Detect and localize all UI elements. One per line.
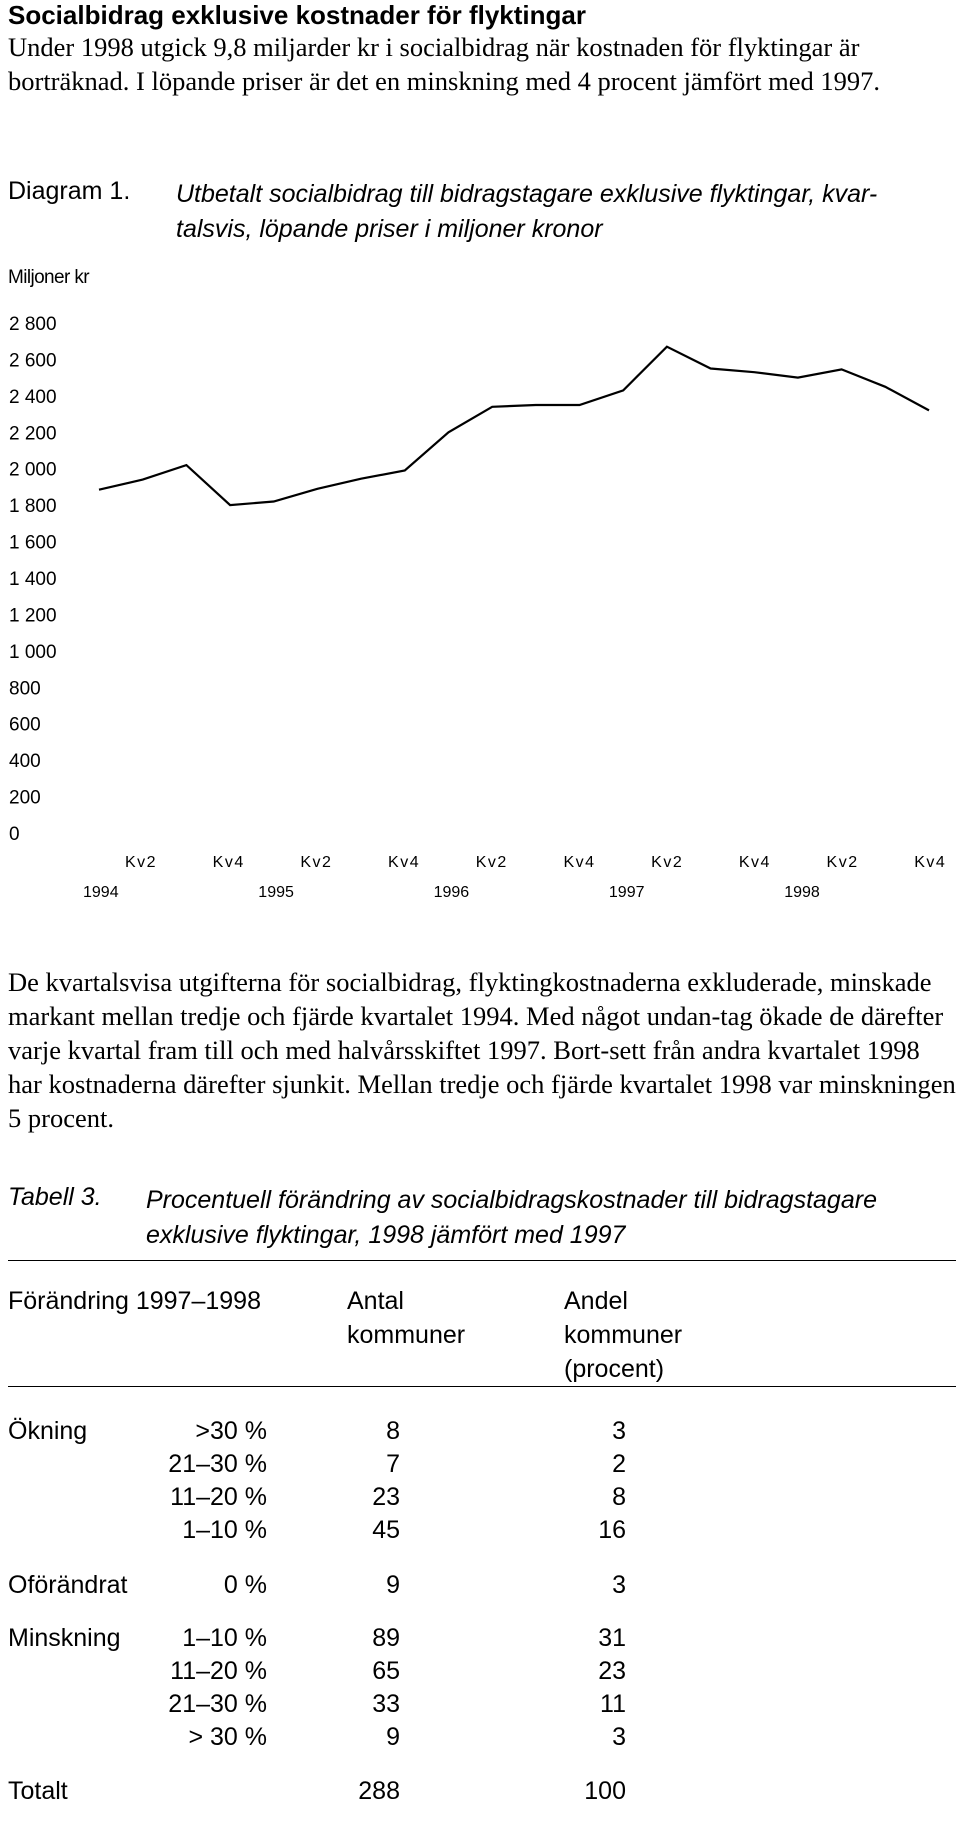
x-quarter-label: Kv4	[212, 854, 245, 871]
y-tick-label: 1 000	[9, 641, 57, 663]
row-antal: 65	[372, 1657, 400, 1685]
x-year-labels	[83, 884, 820, 901]
y-tick-label: 1 200	[9, 605, 57, 627]
x-quarter-label: Kv4	[738, 854, 771, 871]
y-tick-label: 1 600	[9, 532, 57, 554]
x-quarter-label: Kv2	[124, 854, 158, 871]
x-year-label: 1996	[433, 884, 470, 901]
row-range: >30 %	[195, 1417, 267, 1445]
x-year-label: 1997	[608, 884, 645, 901]
row-range: 21–30 %	[168, 1690, 267, 1718]
row-antal: 9	[386, 1723, 400, 1751]
y-tick-labels	[9, 314, 57, 845]
row-andel: 16	[598, 1516, 626, 1544]
header-antal-line1: Antal	[347, 1287, 404, 1315]
row-andel: 23	[598, 1657, 626, 1685]
row-group-label: Minskning	[8, 1624, 121, 1652]
diagram-label: Diagram 1.	[8, 177, 131, 205]
table-header-antal	[347, 1284, 465, 1352]
row-range: 1–10 %	[182, 1624, 267, 1652]
y-tick-label: 2 600	[9, 350, 57, 372]
row-andel: 3	[612, 1571, 626, 1599]
row-antal: 7	[386, 1450, 400, 1478]
x-quarter-label: Kv2	[300, 854, 333, 871]
row-andel: 3	[612, 1723, 626, 1751]
row-range: 0 %	[223, 1571, 267, 1599]
intro-paragraph: Under 1998 utgick 9,8 miljarder kr i socialbidrag när kostnaden för flyktingar är borträknad. I löpande priser är det en minskning med 4 procent jämfört med 1997.	[8, 32, 881, 96]
x-quarter-label: Kv4	[388, 854, 421, 871]
body-paragraph: De kvartalsvisa utgifterna för socialbidrag, flyktingkostnaderna exkluderade, minskade markant mellan tredje och fjärde kvartalet 1994. Med något undan-tag ökade de därefter varje kvartal fram till och med halvårsskiftet 1997. Bort-sett från andra kvartalet 1998 har kostnaderna därefter sjunkit. Mellan tredje och fjärde kvartalet 1998 var minskningen 5 procent.	[8, 967, 956, 1133]
header-andel-line1: Andel	[564, 1287, 628, 1315]
row-antal: 23	[372, 1483, 400, 1511]
row-andel: 3	[612, 1417, 626, 1445]
x-quarter-label: Kv2	[475, 854, 508, 871]
y-tick-label: 800	[9, 678, 41, 700]
series-line	[99, 347, 929, 505]
row-range: 21–30 %	[168, 1450, 267, 1478]
y-tick-label: 200	[9, 787, 41, 809]
row-antal: 8	[386, 1417, 400, 1445]
x-quarter-label: Kv2	[826, 854, 859, 871]
row-antal: 9	[386, 1571, 400, 1599]
table-title: Procentuell förändring av socialbidragskostnader till bidragstagare exklusive flyktingar, 1998 jämfört med 1997	[146, 1186, 877, 1249]
x-quarter-labels	[125, 854, 946, 871]
y-tick-label: 2 000	[9, 459, 57, 481]
row-antal: 45	[372, 1516, 400, 1544]
line-chart	[0, 300, 960, 920]
x-year-label: 1995	[258, 884, 294, 901]
x-quarter-label: Kv4	[563, 854, 596, 871]
row-andel: 2	[612, 1450, 626, 1478]
row-range: 11–20 %	[170, 1483, 267, 1511]
row-andel: 11	[600, 1690, 626, 1718]
x-quarter-label: Kv2	[651, 854, 684, 871]
header-andel-line2: kommuner	[564, 1321, 683, 1349]
table-header-rule	[8, 1386, 956, 1387]
row-range: 11–20 %	[170, 1657, 267, 1685]
row-range: > 30 %	[188, 1723, 267, 1751]
data-points	[99, 347, 929, 505]
x-quarter-label: Kv4	[914, 854, 947, 871]
diagram-title: Utbetalt socialbidrag till bidragstagare exklusive flyktingar, kvar-talsvis, löpande priser i miljoner kronor	[176, 180, 878, 243]
y-tick-label: 1 400	[9, 569, 57, 590]
y-tick-label: 600	[9, 714, 41, 736]
x-year-label: 1998	[784, 884, 820, 901]
row-range: 1–10 %	[182, 1516, 267, 1544]
row-antal: 89	[372, 1624, 400, 1652]
x-year-label: 1994	[83, 884, 119, 901]
y-tick-label: 1 800	[9, 496, 57, 518]
y-tick-label: 2 400	[9, 386, 57, 408]
y-tick-label: 2 800	[9, 314, 57, 335]
y-tick-label: 2 200	[9, 423, 57, 445]
table-top-rule	[8, 1260, 956, 1261]
header-andel-line3: (procent)	[564, 1355, 665, 1383]
page-heading: Socialbidrag exklusive kostnader för flyktingar	[8, 0, 586, 30]
y-tick-label: 0	[9, 824, 20, 845]
table-header-change: Förändring 1997–1998	[8, 1287, 261, 1315]
total-antal: 288	[358, 1777, 400, 1805]
row-andel: 8	[612, 1483, 626, 1511]
y-axis-label: Miljoner kr	[8, 267, 90, 288]
header-antal-line2: kommuner	[347, 1321, 466, 1349]
y-tick-label: 400	[9, 751, 41, 773]
row-group-label: Oförändrat	[8, 1571, 128, 1599]
total-andel: 100	[584, 1777, 626, 1805]
total-label: Totalt	[8, 1777, 68, 1805]
row-group-label: Ökning	[8, 1417, 88, 1445]
row-antal: 33	[372, 1690, 400, 1718]
table-label: Tabell 3.	[8, 1183, 102, 1211]
table-header-andel	[564, 1284, 682, 1386]
row-andel: 31	[598, 1624, 626, 1652]
